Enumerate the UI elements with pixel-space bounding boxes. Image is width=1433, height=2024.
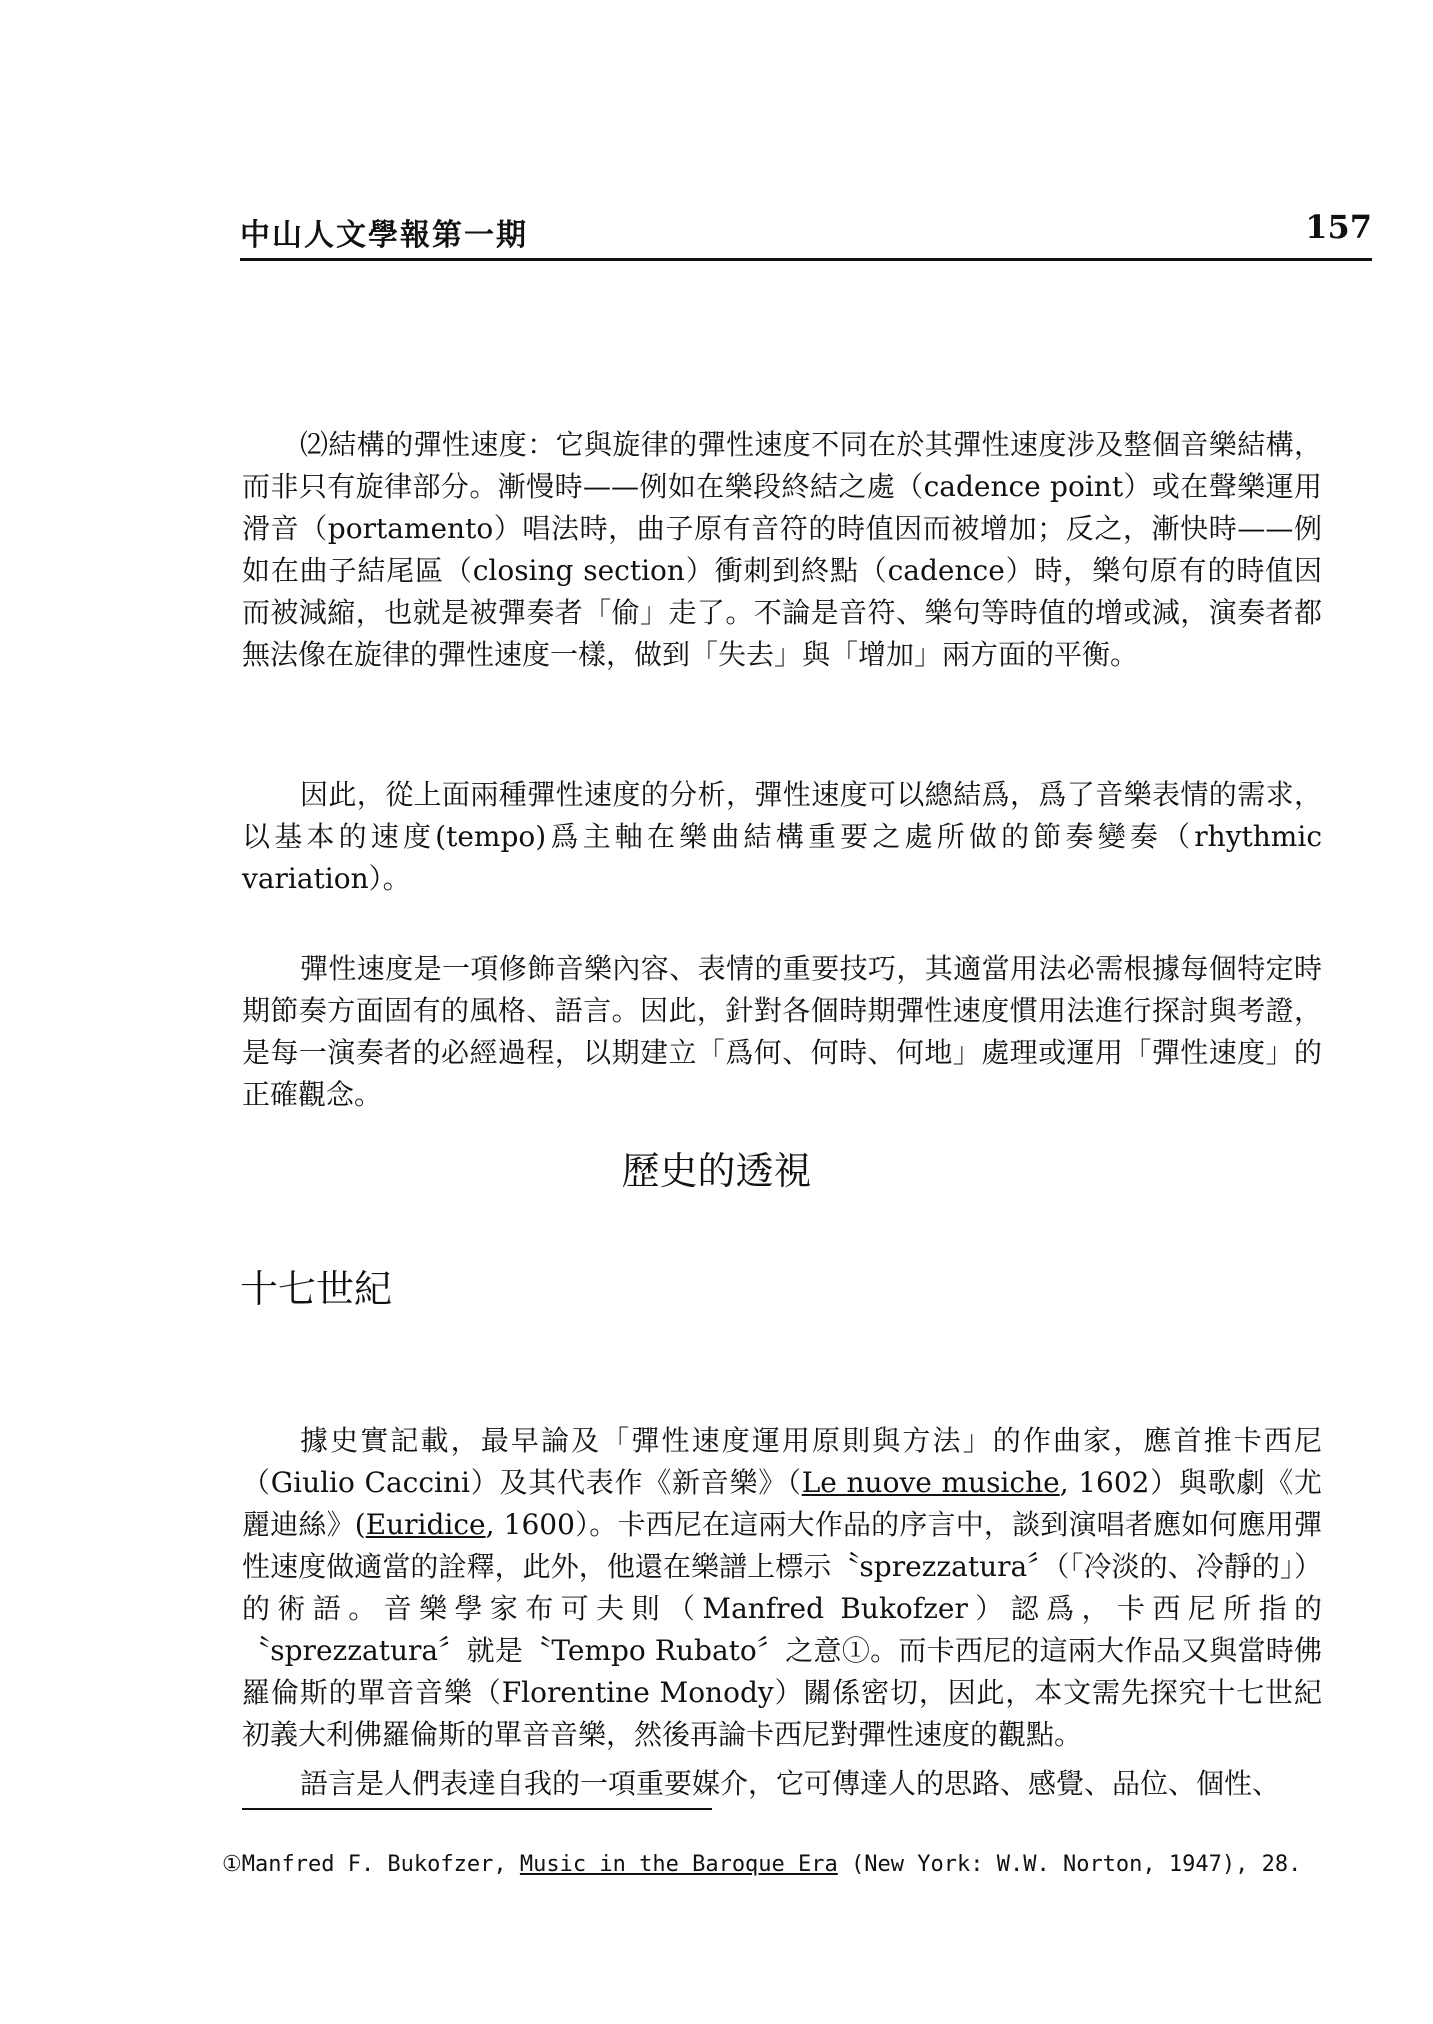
footnote-book-title: Music in the Baroque Era [519, 1852, 838, 1877]
paragraph-caccini [242, 1420, 1322, 1756]
footnote-publication: (New York: W.W. Norton, 1947), 28. [837, 1852, 1302, 1877]
footnote [222, 1852, 1301, 1877]
paragraph-caccini-part-b: , 1602）與歌劇《尤麗迪絲》( [242, 1466, 1322, 1541]
footnote-divider [242, 1808, 712, 1810]
section-title: 歷史的透視 [621, 1149, 812, 1193]
subsection-title: 十七世紀 [240, 1267, 393, 1311]
page-header [240, 210, 1372, 261]
paragraph-caccini-part-c: , 1600）。卡西尼在這兩大作品的序言中，談到演唱者應如何應用彈性速度做適當的詮釋，此外，他還在樂譜上標示〝sprezzatura〞（「冷淡的、冷靜的」）的術語。音樂學家布可夫則（Manfred Bukofzer）認爲，卡西尼所指的〝sprezzatura〞就是〝Tempo Rubato〞之意①。而卡西尼的這兩大作品又與當時佛羅倫斯的單音音樂（Florentine Monody）關係密切，因此，本文需先探究十七世紀初義大利佛羅倫斯的單音音樂，然後再論卡西尼對彈性速度的觀點。 [242, 1508, 1322, 1751]
footnote-author: Manfred F. Bukofzer, [241, 1852, 520, 1877]
paragraph-summary: 因此，從上面兩種彈性速度的分析，彈性速度可以總結爲，爲了音樂表情的需求，以基本的速度(tempo)爲主軸在樂曲結構重要之處所做的節奏變奏（rhythmic variation）。 [242, 778, 1322, 895]
work-title-euridice: Euridice [365, 1508, 486, 1541]
work-title-le-nuove-musiche: Le nuove musiche [801, 1466, 1060, 1499]
paragraph-language: 語言是人們表達自我的一項重要媒介，它可傳達人的思路、感覺、品位、個性、 [300, 1767, 1281, 1800]
page-number: 157 [1305, 208, 1372, 246]
journal-title: 中山人文學報第一期 [240, 218, 528, 253]
paragraph-structural-rubato: ⑵結構的彈性速度：它與旋律的彈性速度不同在於其彈性速度涉及整個音樂結構，而非只有旋律部分。漸慢時——例如在樂段終結之處（cadence point）或在聲樂運用滑音（portamento）唱法時，曲子原有音符的時值因而被增加；反之，漸快時——例如在曲子結尾區（closing section）衝刺到終點（cadence）時，樂句原有的時值因而被減縮，也就是被彈奏者「偷」走了。不論是音符、樂句等時值的增或減，演奏者都無法像在旋律的彈性速度一樣，做到「失去」與「增加」兩方面的平衡。 [242, 428, 1322, 671]
footnote-marker: ① [222, 1852, 242, 1877]
paragraph-technique: 彈性速度是一項修飾音樂內容、表情的重要技巧，其適當用法必需根據每個特定時期節奏方面固有的風格、語言。因此，針對各個時期彈性速度慣用法進行探討與考證，是每一演奏者的必經過程，以期建立「爲何、何時、何地」處理或運用「彈性速度」的正確觀念。 [242, 952, 1322, 1111]
paragraph-caccini-part-a: 據史實記載，最早論及「彈性速度運用原則與方法」的作曲家，應首推卡西尼（Giulio Caccini）及其代表作《新音樂》（ [242, 1424, 1322, 1499]
